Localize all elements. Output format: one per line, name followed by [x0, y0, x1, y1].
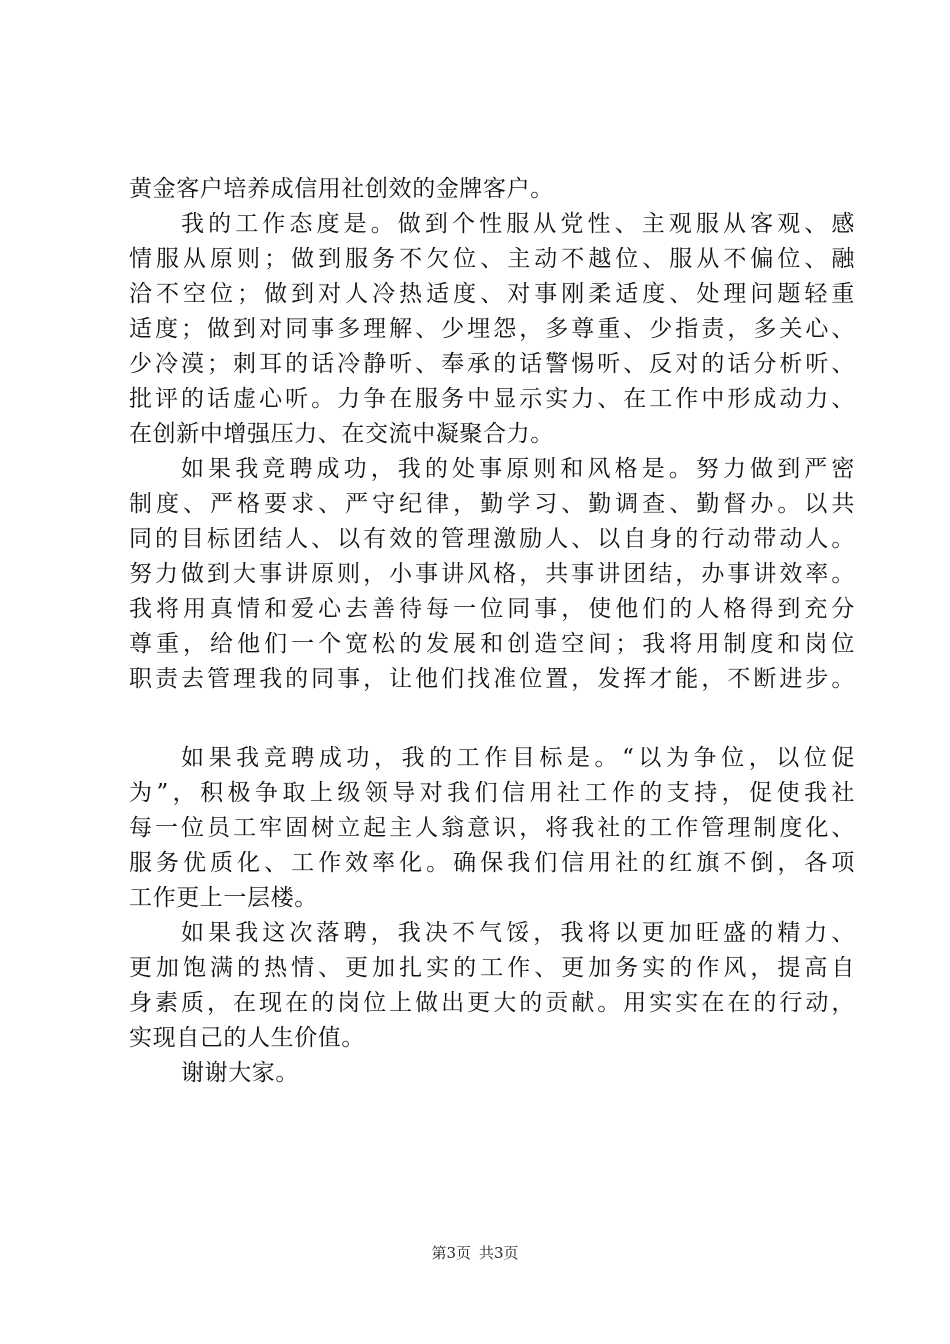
paragraph-work-goals — [129, 741, 855, 916]
text-line: 少冷漠；刺耳的话冷静听、奉承的话警惕听、反对的话分析听、 — [129, 351, 855, 377]
text-line: 黄金客户培养成信用社创效的金牌客户。 — [129, 176, 554, 202]
text-line: 如果我竞聘成功，我的工作目标是。“以为争位，以位促 — [181, 745, 855, 771]
paragraph-continuation — [129, 172, 855, 207]
text-line: 适度；做到对同事多理解、少埋怨，多尊重、少指责，多关心、 — [129, 316, 855, 342]
paragraph-principles — [129, 452, 855, 697]
text-line: 职责去管理我的同事，让他们找准位置，发挥才能，不断进步。 — [129, 666, 855, 692]
text-line: 每一位员工牢固树立起主人翁意识，将我社的工作管理制度化、 — [129, 815, 855, 841]
text-line: 服务优质化、工作效率化。确保我们信用社的红旗不倒，各项 — [129, 850, 855, 876]
paragraph-spacer — [129, 697, 855, 741]
text-line: 为”，积极争取上级领导对我们信用社工作的支持，促使我社 — [129, 780, 855, 806]
text-line: 洽不空位；做到对人冷热适度、对事刚柔适度、处理问题轻重 — [129, 281, 855, 307]
text-line: 努力做到大事讲原则，小事讲风格，共事讲团结，办事讲效率。 — [129, 561, 855, 587]
text-line: 我将用真情和爱心去善待每一位同事，使他们的人格得到充分 — [129, 596, 855, 622]
paragraph-thanks — [129, 1056, 855, 1091]
text-line: 我的工作态度是。做到个性服从党性、主观服从客观、感 — [181, 211, 855, 237]
text-line: 情服从原则；做到服务不欠位、主动不越位、服从不偏位、融 — [129, 246, 855, 272]
text-line: 更加饱满的热情、更加扎实的工作、更加务实的作风，提高自 — [129, 955, 855, 981]
text-line: 如果我这次落聘，我决不气馁，我将以更加旺盛的精力、 — [181, 920, 855, 946]
text-line: 实现自己的人生价值。 — [129, 1025, 365, 1051]
paragraph-if-not-selected — [129, 916, 855, 1056]
text-line: 同的目标团结人、以有效的管理激励人、以自身的行动带动人。 — [129, 526, 855, 552]
page-footer — [0, 1243, 950, 1263]
text-line: 谢谢大家。 — [181, 1060, 299, 1086]
text-line: 工作更上一层楼。 — [129, 885, 318, 911]
paragraph-work-attitude — [129, 207, 855, 452]
text-line: 身素质，在现在的岗位上做出更大的贡献。用实实在在的行动， — [129, 990, 855, 1016]
text-line: 在创新中增强压力、在交流中凝聚合力。 — [129, 421, 554, 447]
text-line: 批评的话虚心听。力争在服务中显示实力、在工作中形成动力、 — [129, 386, 855, 412]
page-number-current: 第3页 — [431, 1244, 471, 1262]
text-line: 尊重，给他们一个宽松的发展和创造空间；我将用制度和岗位 — [129, 631, 855, 657]
text-line: 制度、严格要求、严守纪律，勤学习、勤调查、勤督办。以共 — [129, 491, 855, 517]
document-body — [129, 172, 855, 1091]
page-number-total: 共3页 — [479, 1244, 519, 1262]
text-line: 如果我竞聘成功，我的处事原则和风格是。努力做到严密 — [181, 456, 855, 482]
